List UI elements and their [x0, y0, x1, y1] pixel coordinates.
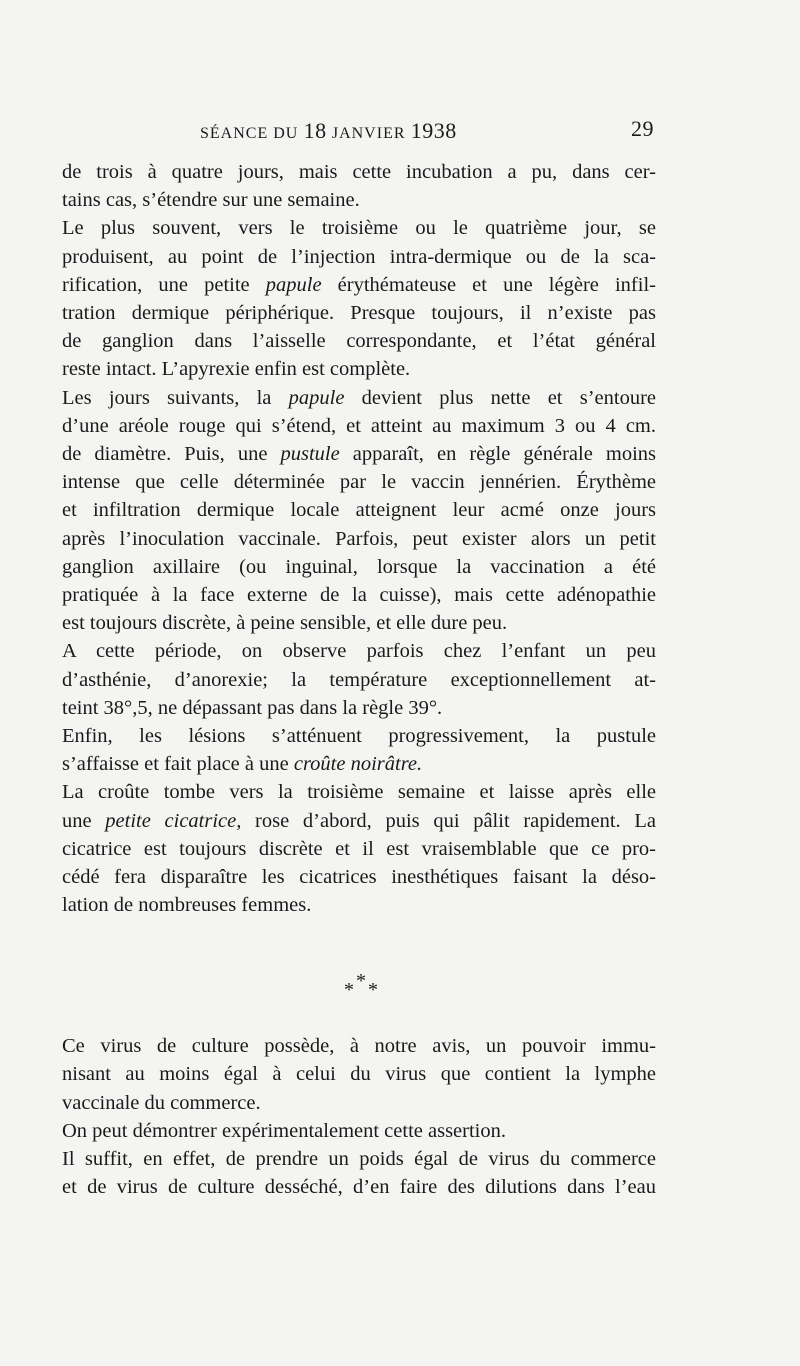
text-line — [62, 750, 656, 778]
text-run: et infiltration dermique locale atteignent leur acmé onze jours — [62, 499, 656, 522]
text-run: cédé fera disparaître les cicatrices inesthétiques faisant la déso- — [62, 866, 656, 889]
text-line — [62, 440, 656, 468]
italic-run: pustule — [280, 443, 340, 466]
text-line — [62, 186, 656, 214]
text-run: apparaît, en règle générale moins — [339, 443, 657, 466]
text-run: produisent, au point de l’injection intra-dermique ou de la sca- — [62, 245, 656, 268]
text-line — [62, 553, 656, 581]
text-line — [62, 1145, 656, 1173]
text-run: et de virus de culture desséché, d’en faire des dilutions dans l’eau — [62, 1176, 656, 1199]
session-year: 1938 — [410, 118, 457, 143]
text-run: d’une aréole rouge qui s’étend, et atteint au maximum 3 ou 4 cm. — [62, 414, 656, 437]
text-line — [62, 412, 656, 440]
running-head-title — [200, 118, 457, 144]
text-run: intense que celle déterminée par le vaccin jennérien. Érythème — [62, 471, 656, 494]
body-text — [62, 158, 656, 1202]
text-line — [62, 158, 656, 186]
text-run: de diamètre. Puis, une — [62, 443, 281, 466]
text-run: pratiquée à la face externe de la cuisse), mais cette adénopathie — [62, 584, 656, 607]
text-line — [62, 891, 656, 919]
text-run: s’affaisse et fait place à une — [62, 753, 294, 776]
text-line — [62, 637, 656, 665]
text-run: nisant au moins égal à celui du virus que contient la lymphe — [62, 1063, 656, 1086]
text-line — [62, 327, 656, 355]
text-run: Les jours suivants, la — [62, 386, 289, 409]
text-run: teint 38°,5, ne dépassant pas dans la règle 39°. — [62, 696, 443, 719]
text-line — [62, 1060, 656, 1088]
page-number: 29 — [631, 116, 654, 141]
text-line — [62, 271, 656, 299]
text-line — [62, 581, 656, 609]
section-separator — [62, 919, 656, 1032]
text-run: d’asthénie, d’anorexie; la température exceptionnellement at- — [62, 668, 656, 691]
text-line — [62, 1117, 656, 1145]
text-line — [62, 496, 656, 524]
text-line — [62, 835, 656, 863]
text-line — [62, 1173, 656, 1201]
running-head — [200, 116, 654, 146]
text-line — [62, 609, 656, 637]
text-line — [62, 666, 656, 694]
italic-run: papule — [288, 386, 345, 409]
text-run: Enfin, les lésions s’atténuent progressivement, la pustule — [62, 725, 656, 748]
asterism-text — [339, 973, 341, 1001]
text-run: reste intact. L’apyrexie enfin est complète. — [62, 358, 411, 381]
text-run: cicatrice est toujours discrète et il est vraisemblable que ce pro- — [62, 837, 656, 860]
asterisk-icon: * — [344, 979, 354, 1002]
text-run: ganglion axillaire (ou inguinal, lorsque la vaccination a été — [62, 555, 656, 578]
asterism-icon — [339, 970, 379, 1002]
text-line — [62, 722, 656, 750]
text-line — [62, 525, 656, 553]
text-line — [62, 384, 656, 412]
text-run: Ce virus de culture possède, à notre avis, un pouvoir immu- — [62, 1035, 656, 1058]
text-line — [62, 299, 656, 327]
text-line — [62, 214, 656, 242]
text-run: Il suffit, en effet, de prendre un poids égal de virus du commerce — [62, 1148, 656, 1171]
text-line — [62, 1089, 656, 1117]
text-line — [62, 807, 656, 835]
text-line — [62, 468, 656, 496]
italic-run: petite cicatrice, — [105, 809, 242, 832]
text-line — [62, 1032, 656, 1060]
text-run: tration dermique périphérique. Presque toujours, il n’existe pas — [62, 302, 656, 325]
italic-run: papule — [265, 273, 322, 296]
text-line — [62, 778, 656, 806]
text-run: On peut démontrer expérimentalement cette assertion. — [62, 1119, 506, 1142]
text-run: une — [62, 809, 106, 832]
text-line — [62, 243, 656, 271]
session-label: SÉANCE DU — [200, 125, 299, 142]
text-run: est toujours discrète, à peine sensible, et elle dure peu. — [62, 612, 508, 635]
text-run: devient plus nette et s’entoure — [344, 386, 657, 409]
text-run: après l’inoculation vaccinale. Parfois, peut exister alors un petit — [62, 527, 656, 550]
text-line — [62, 863, 656, 891]
text-run: A cette période, on observe parfois chez l’enfant un peu — [62, 640, 656, 663]
text-run: de trois à quatre jours, mais cette incubation a pu, dans cer- — [62, 161, 656, 183]
text-run: Le plus souvent, vers le troisième ou le quatrième jour, se — [62, 217, 656, 240]
text-line — [62, 355, 656, 383]
asterisk-icon: * — [368, 979, 378, 1002]
text-run: rose d’abord, puis qui pâlit rapidement. La — [241, 809, 656, 832]
asterisk-icon: * — [356, 970, 366, 993]
italic-run: croûte noirâtre. — [293, 753, 423, 776]
text-line — [62, 694, 656, 722]
text-run: rification, une petite — [62, 273, 266, 296]
text-run: La croûte tombe vers la troisième semaine et laisse après elle — [62, 781, 656, 804]
text-run: érythémateuse et une légère infil- — [321, 273, 656, 296]
session-day: 18 — [303, 118, 327, 143]
session-month: JANVIER — [331, 125, 406, 142]
text-run: lation de nombreuses femmes. — [62, 894, 312, 917]
text-run: vaccinale du commerce. — [62, 1091, 261, 1114]
text-run: de ganglion dans l’aisselle correspondante, et l’état général — [62, 330, 656, 353]
text-run: tains cas, s’étendre sur une semaine. — [62, 189, 360, 212]
